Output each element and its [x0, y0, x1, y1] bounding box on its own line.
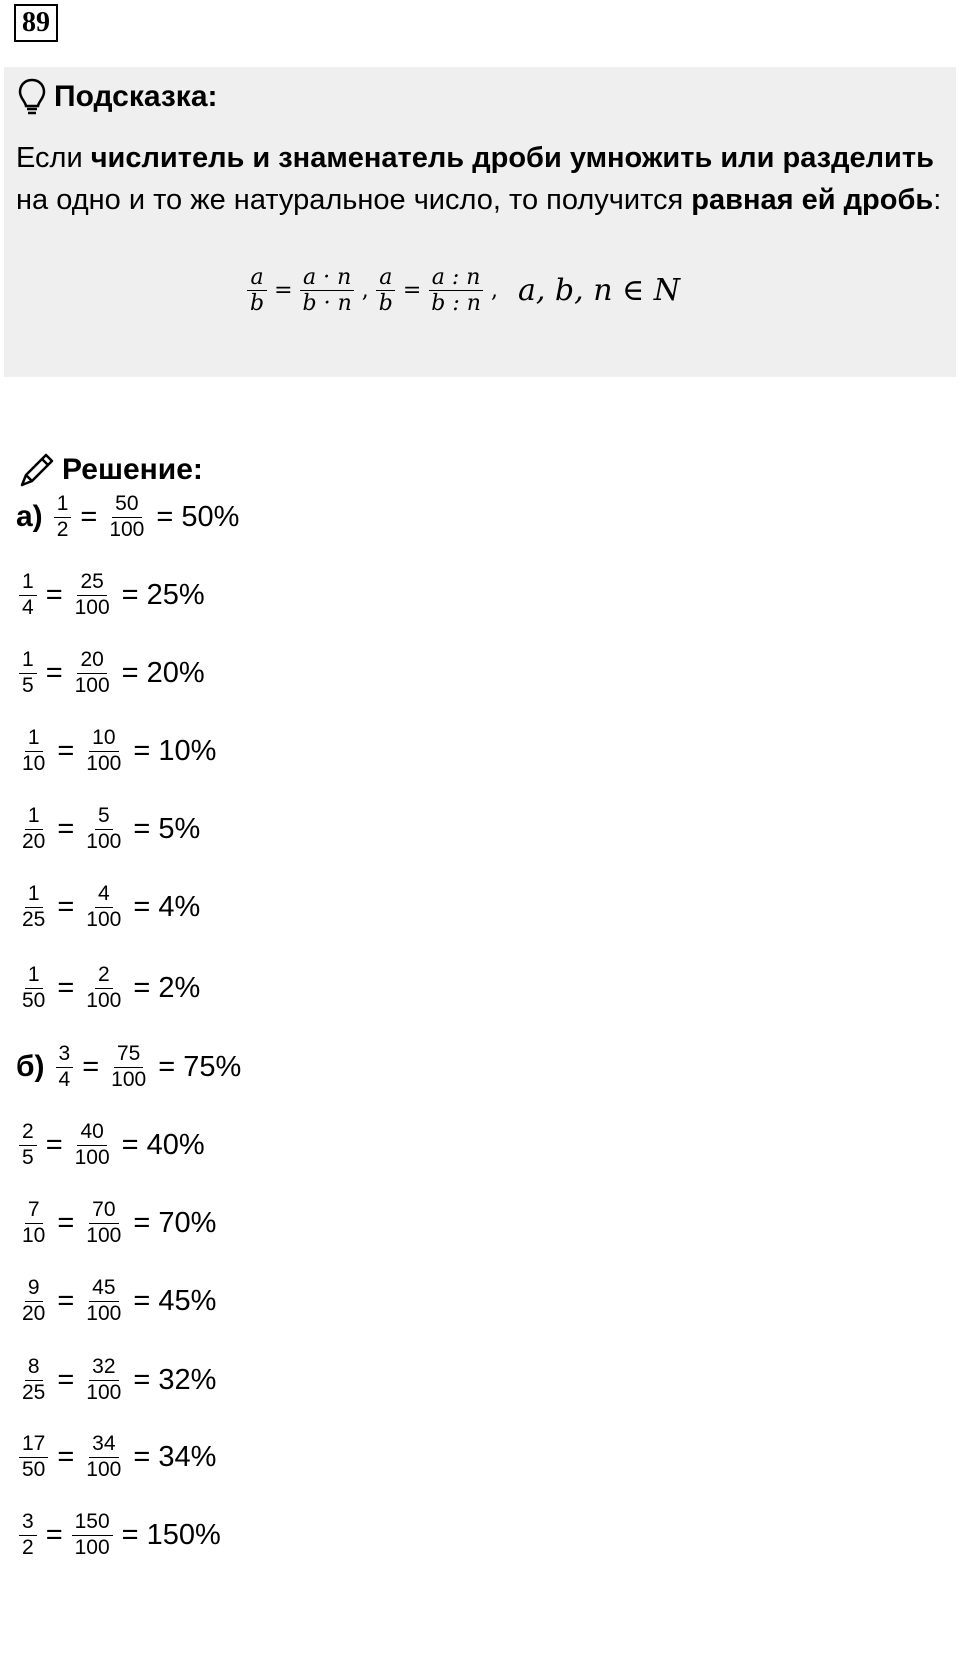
percent-result: = 10% — [133, 734, 217, 767]
denominator: 10 — [22, 1223, 46, 1247]
equals-sign: = — [45, 1128, 63, 1161]
solution-row — [16, 482, 239, 552]
solution-row — [16, 794, 200, 864]
denominator: 4 — [58, 1067, 71, 1091]
denominator: 100 — [86, 988, 122, 1012]
solution-row — [16, 1110, 205, 1180]
variable-set: a, b, n ∈ N — [517, 273, 681, 309]
fraction — [54, 492, 72, 541]
fraction — [19, 804, 48, 853]
denominator: 50 — [22, 1457, 46, 1481]
denominator: b : n — [431, 291, 481, 317]
denominator: 50 — [22, 988, 46, 1012]
numerator: 150 — [72, 1510, 113, 1535]
hint-text-part: числитель и знаменатель дроби умножить или разделить — [90, 142, 934, 174]
percent-result: = 75% — [158, 1050, 242, 1083]
part-label: б) — [16, 1050, 45, 1083]
numerator: 1 — [25, 804, 43, 829]
fraction — [83, 804, 124, 853]
numerator: 50 — [112, 492, 141, 517]
denominator: 100 — [86, 1457, 122, 1481]
fraction — [72, 1120, 113, 1169]
denominator: 5 — [22, 673, 34, 697]
hint-header — [18, 77, 218, 117]
fraction — [83, 1355, 124, 1404]
equals-sign: = — [57, 1363, 75, 1396]
percent-result: = 50% — [156, 500, 240, 533]
solution-row — [16, 872, 200, 942]
hint-text-part: : — [933, 184, 942, 216]
fraction — [19, 1198, 48, 1247]
hint-title: Подсказка: — [54, 80, 218, 113]
equals-sign: = — [57, 1284, 75, 1317]
numerator: 7 — [25, 1198, 43, 1223]
denominator: 100 — [109, 517, 145, 541]
fraction — [19, 882, 48, 931]
fraction — [428, 265, 484, 317]
numerator: 10 — [89, 726, 118, 751]
fraction — [108, 1042, 149, 1091]
comma: , — [361, 278, 369, 304]
denominator: 2 — [22, 1535, 34, 1559]
fraction — [19, 570, 37, 619]
fraction — [247, 265, 267, 317]
denominator: b — [250, 291, 265, 317]
denominator: 100 — [74, 1145, 110, 1169]
fraction — [19, 1432, 48, 1481]
denominator: 10 — [22, 751, 46, 775]
percent-result: = 32% — [133, 1363, 217, 1396]
hint-formula — [244, 265, 680, 317]
percent-result: = 2% — [133, 971, 201, 1004]
percent-result: = 34% — [133, 1440, 217, 1473]
fraction — [19, 1120, 37, 1169]
fraction — [83, 726, 124, 775]
fraction — [106, 492, 147, 541]
fraction — [72, 648, 113, 697]
numerator: 70 — [89, 1198, 118, 1223]
solution-row — [16, 953, 200, 1023]
hint-text-part: Если — [16, 142, 91, 174]
fraction — [19, 963, 48, 1012]
solution-row — [16, 1345, 216, 1415]
numerator: a — [376, 265, 395, 291]
solution-row — [16, 1188, 216, 1258]
hint-text-part: равная ей дробь — [691, 184, 934, 216]
hint-text-part: на одно и то же натуральное число, то получится — [16, 184, 692, 216]
numerator: 40 — [77, 1120, 106, 1145]
numerator: 45 — [89, 1276, 118, 1301]
numerator: 75 — [114, 1042, 143, 1067]
fraction — [19, 648, 37, 697]
percent-result: = 4% — [133, 890, 201, 923]
numerator: 34 — [89, 1432, 118, 1457]
numerator: 17 — [19, 1432, 48, 1457]
numerator: 3 — [19, 1510, 37, 1535]
percent-result: = 40% — [121, 1128, 205, 1161]
equals-sign: = — [402, 278, 422, 304]
percent-result: = 20% — [121, 656, 205, 689]
lightbulb-icon — [18, 78, 46, 116]
equals-sign: = — [80, 500, 98, 533]
denominator: 100 — [86, 829, 122, 853]
denominator: 25 — [22, 907, 46, 931]
fraction — [19, 1276, 48, 1325]
numerator: 2 — [95, 963, 113, 988]
percent-result: = 70% — [133, 1206, 217, 1239]
fraction — [19, 1510, 37, 1559]
denominator: 2 — [56, 517, 69, 541]
numerator: 8 — [25, 1355, 43, 1380]
equals-sign: = — [57, 734, 75, 767]
numerator: 1 — [25, 963, 43, 988]
equals-sign: = — [45, 1518, 63, 1551]
equals-sign: = — [45, 656, 63, 689]
percent-result: = 25% — [121, 578, 205, 611]
equals-sign: = — [57, 1206, 75, 1239]
percent-result: = 45% — [133, 1284, 217, 1317]
numerator: 4 — [95, 882, 113, 907]
numerator: a — [247, 265, 266, 291]
hint-box — [4, 67, 956, 377]
solution-row — [16, 716, 216, 786]
solution-row — [16, 560, 205, 630]
fraction — [376, 265, 396, 317]
denominator: 100 — [74, 595, 110, 619]
denominator: 100 — [74, 1535, 110, 1559]
solution-row — [16, 638, 205, 708]
denominator: 4 — [22, 595, 34, 619]
fraction — [83, 963, 124, 1012]
denominator: 20 — [22, 829, 46, 853]
fraction — [72, 570, 113, 619]
numerator: 2 — [19, 1120, 37, 1145]
fraction — [83, 1432, 124, 1481]
fraction — [56, 1042, 74, 1091]
solution-row — [16, 1266, 216, 1336]
denominator: 100 — [111, 1067, 147, 1091]
numerator: 32 — [89, 1355, 118, 1380]
fraction — [19, 1355, 48, 1404]
numerator: 1 — [25, 882, 43, 907]
equals-sign: = — [57, 812, 75, 845]
denominator: 100 — [86, 1301, 122, 1325]
numerator: 25 — [77, 570, 106, 595]
comma: , — [490, 278, 498, 304]
numerator: 1 — [19, 570, 37, 595]
fraction — [300, 265, 355, 317]
task-number: 89 — [14, 4, 58, 42]
fraction — [19, 726, 48, 775]
fraction — [83, 882, 124, 931]
denominator: 5 — [22, 1145, 34, 1169]
equals-sign: = — [57, 890, 75, 923]
denominator: 100 — [86, 907, 122, 931]
numerator: 1 — [19, 648, 37, 673]
numerator: a : n — [429, 265, 484, 291]
solution-row — [16, 1032, 241, 1102]
numerator: 3 — [56, 1042, 74, 1067]
hint-text — [16, 137, 946, 221]
denominator: 20 — [22, 1301, 46, 1325]
numerator: 1 — [25, 726, 43, 751]
equals-sign: = — [274, 278, 293, 304]
denominator: b · n — [302, 291, 352, 317]
denominator: 100 — [86, 1380, 122, 1404]
numerator: a · n — [300, 265, 354, 291]
solution-title: Решение: — [62, 453, 203, 486]
equals-sign: = — [57, 1440, 75, 1473]
equals-sign: = — [57, 971, 75, 1004]
numerator: 5 — [95, 804, 113, 829]
fraction — [83, 1198, 124, 1247]
equals-sign: = — [82, 1050, 100, 1083]
percent-result: = 150% — [121, 1518, 221, 1551]
denominator: 100 — [86, 751, 122, 775]
equals-sign: = — [45, 578, 63, 611]
numerator: 20 — [77, 648, 106, 673]
denominator: b — [378, 291, 393, 317]
denominator: 100 — [74, 673, 110, 697]
numerator: 1 — [54, 492, 72, 517]
denominator: 25 — [22, 1380, 46, 1404]
part-label: а) — [16, 500, 43, 533]
percent-result: = 5% — [133, 812, 201, 845]
fraction — [72, 1510, 113, 1559]
solution-row — [16, 1500, 221, 1570]
numerator: 9 — [25, 1276, 43, 1301]
fraction — [83, 1276, 124, 1325]
denominator: 100 — [86, 1223, 122, 1247]
solution-row — [16, 1422, 216, 1492]
